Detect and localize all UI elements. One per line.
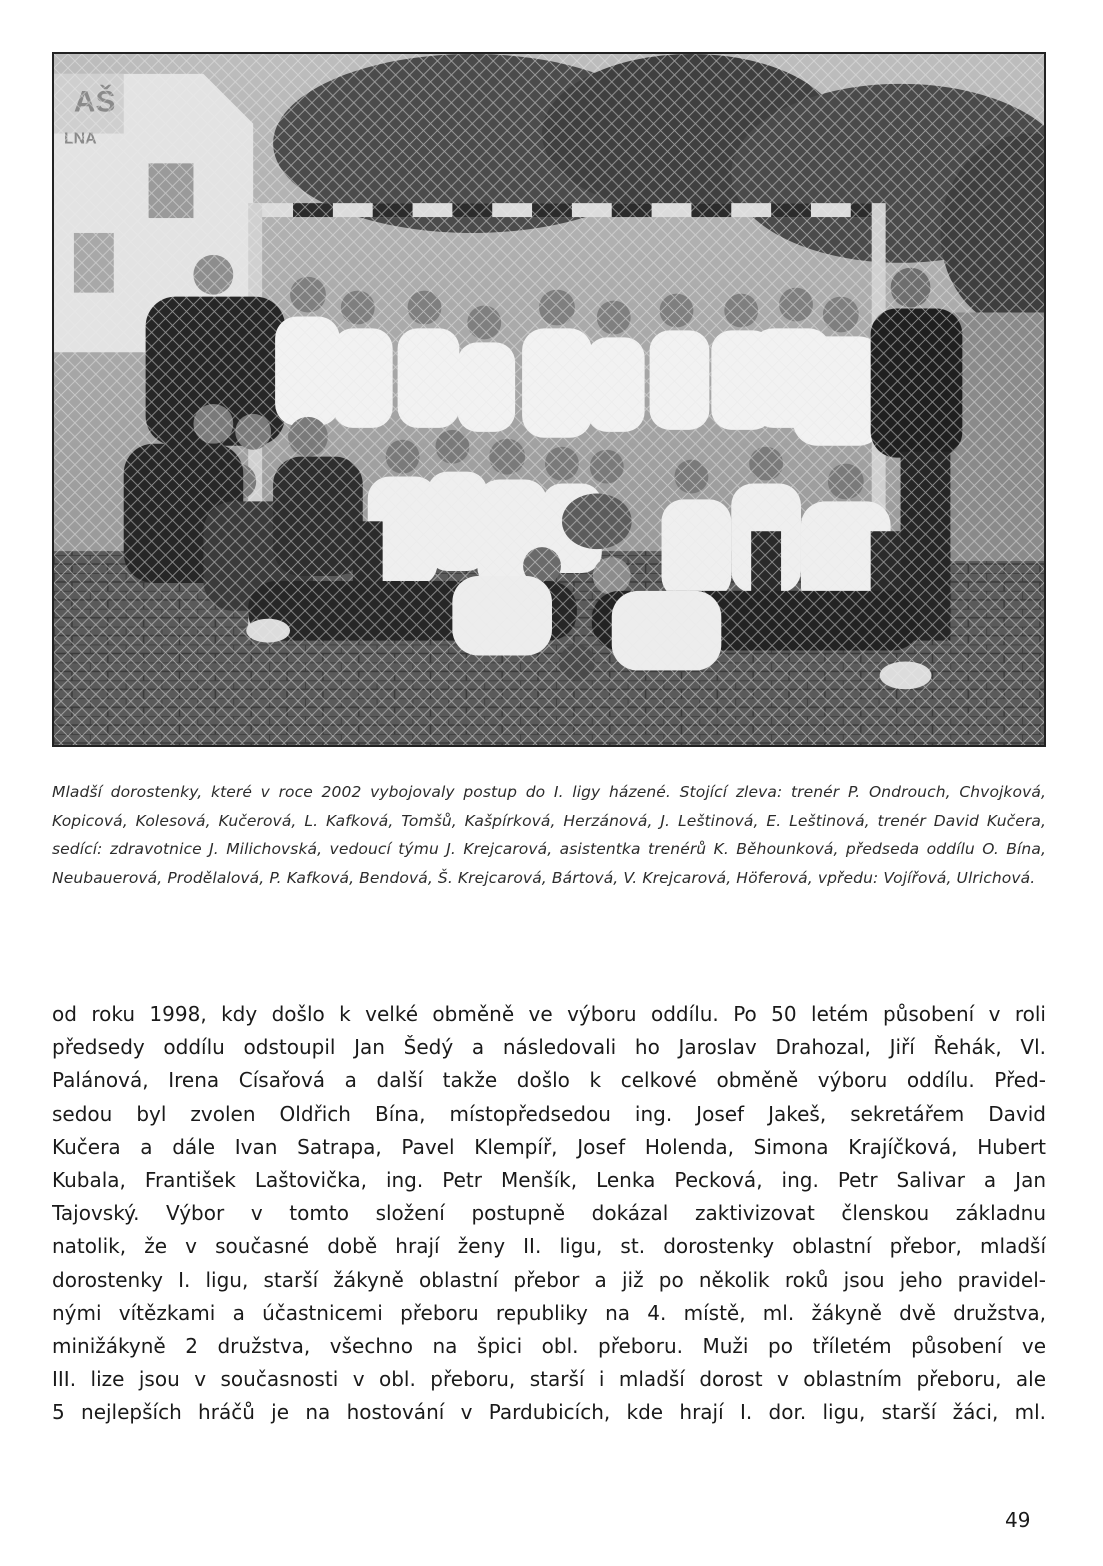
body-line: od roku 1998, kdy došlo k velké obměně ve výboru oddílu. Po 50 letém působení v roli [52,1002,1046,1026]
body-line: minižákyně 2 družstva, všechno na špici obl. přeboru. Muži po tříletém působení ve [52,1333,1046,1358]
photo-caption: Mladší dorostenky, které v roce 2002 vybojovaly postup do I. ligy házené. Stojící zleva: trenér P. Ondrouch, Chvojková, Kopicová, Kolesová, Kučerová, L. Kafková, Tomšů, Kašpírková, Herzánová, J. Leštinová, E. Leštinová, trenér David Kučera, sedící: zdravotnice J. Milichovská, vedoucí týmu J. Krejcarová, asistentka trenérů K. Běhounková, předseda oddílu O. Bína, Neubauerová, Prodělalová, P. Kafková, Bendová, Š. Krejcarová, Bártová, V. Krejcarová, Höferová, vpředu: Vojířová, Ulrichová. [52,783,1046,887]
body-line: Palánová, Irena Císařová a další takže došlo k celkové obměně výboru oddílu. Před- [52,1068,1046,1093]
page-number: 49 [1005,1508,1031,1532]
body-line: Kučera a dále Ivan Satrapa, Pavel Klempíř, Josef Holenda, Simona Krajíčková, Hubert [52,1134,1046,1159]
body-line: nými vítězkami a účastnicemi přeboru republiky na 4. místě, ml. žákyně dvě družstva, [52,1300,1046,1325]
body-line: Kubala, František Laštovička, ing. Petr Menšík, Lenka Pecková, ing. Petr Salivar a Jan [52,1167,1046,1192]
team-photo-illustration [54,54,1044,745]
body-paragraph [52,998,1046,1429]
body-line: dorostenky I. ligu, starší žákyně oblastní přebor a již po několik roků jsou jeho pravidel- [52,1267,1046,1292]
team-photo [52,52,1046,747]
body-line: III. lize jsou v současnosti v obl. přeboru, starší i mladší dorost v oblastním přeboru, ale [52,1367,1046,1392]
body-line: sedou byl zvolen Oldřich Bína, místopředsedou ing. Josef Jakeš, sekretářem David [52,1101,1046,1126]
body-line: 5 nejlepších hráčů je na hostování v Pardubicích, kde hrají I. dor. ligu, starší žáci, ml. [52,1400,1046,1425]
body-line: Tajovský. Výbor v tomto složení postupně dokázal zaktivizovat členskou základnu [52,1201,1046,1226]
body-line: natolik, že v současné době hrají ženy II. ligu, st. dorostenky oblastní přebor, mladší [52,1234,1046,1259]
body-line: předsedy oddílu odstoupil Jan Šedý a následovali ho Jaroslav Drahozal, Jiří Řehák, Vl. [52,1035,1046,1060]
